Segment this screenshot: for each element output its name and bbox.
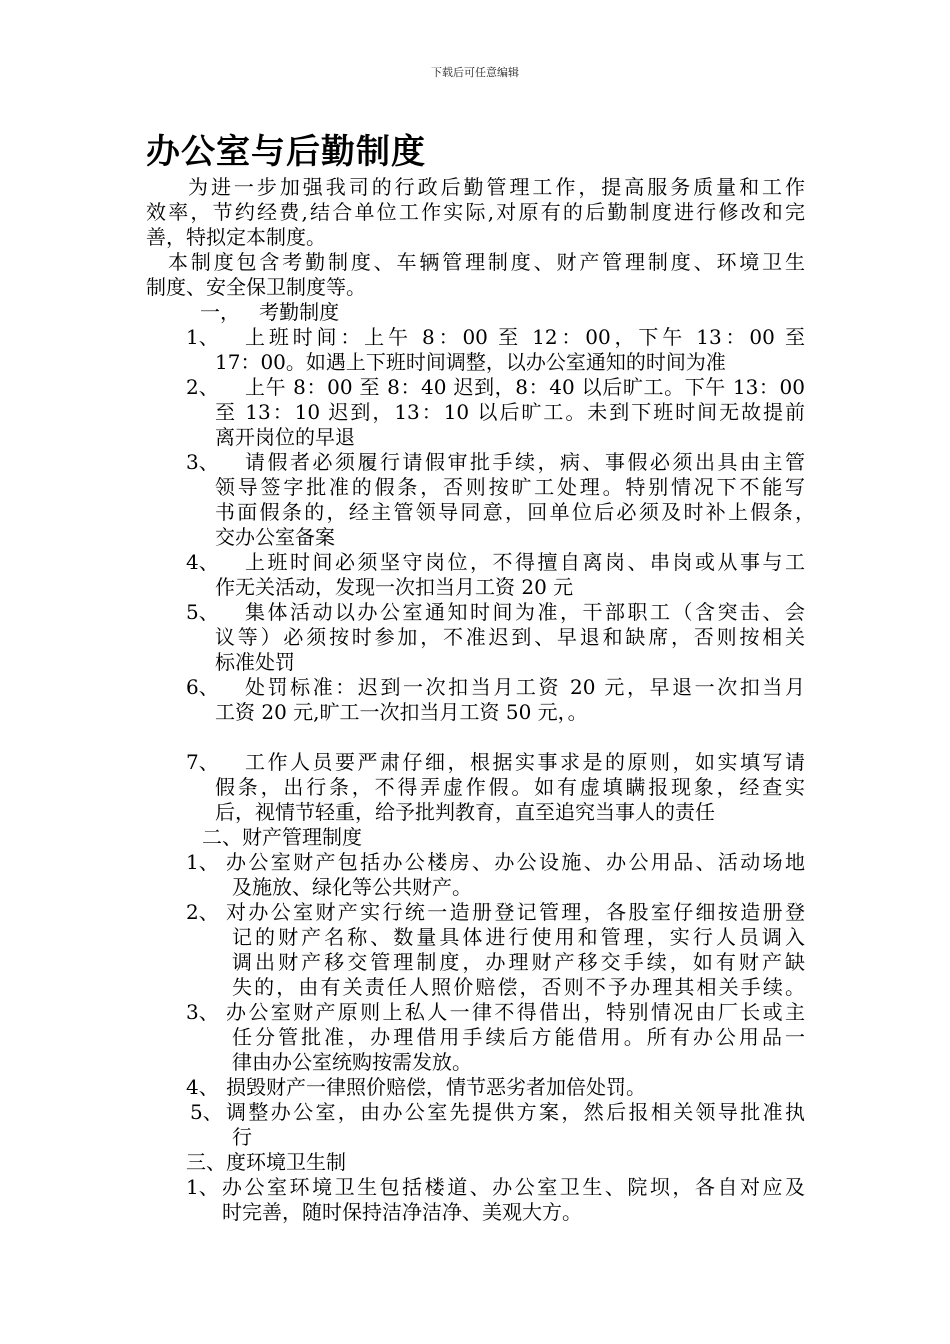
item-line: 对办公室财产实行统一造册登记管理，各股室仔细按造册登 (226, 900, 805, 924)
item-line: 损毁财产一律照价赔偿，情节恶劣者加倍处罚。 (226, 1075, 646, 1099)
item-line: 上班时间：上午 8：00 至 12：00，下午 13：00 至 (245, 325, 805, 349)
item-number: 1、 (186, 325, 219, 349)
section-heading-attendance: 一， 考勤制度 (200, 300, 340, 324)
item-line: 行 (232, 1125, 252, 1149)
item-line: 工资 20 元,旷工一次扣当月工资 50 元，。 (215, 700, 588, 724)
item-line: 上班时间必须坚守岗位，不得擅自离岗、串岗或从事与工 (245, 550, 805, 574)
item-line: 办公室环境卫生包括楼道、办公室卫生、院坝，各自对应及 (222, 1175, 805, 1199)
item-number: 2、 (186, 900, 219, 924)
section-heading-property: 二、财产管理制度 (202, 825, 362, 849)
item-line: 办公室财产原则上私人一律不得借出，特别情况由厂长或主 (226, 1000, 805, 1024)
item-line: 后，视情节轻重，给予批判教育，直至追究当事人的责任 (215, 800, 715, 824)
item-line: 律由办公室统购按需发放。 (232, 1050, 472, 1074)
item-line: 交办公室备案 (215, 525, 335, 549)
page-header: 下载后可任意编辑 (431, 66, 519, 79)
intro-line: 效率，节约经费,结合单位工作实际,对原有的后勤制度进行修改和完 (146, 200, 805, 224)
item-line: 任分管批准，办理借用手续后方能借用。所有办公用品一 (232, 1025, 805, 1049)
item-number: 3、 (186, 1000, 219, 1024)
item-line: 处罚标准：迟到一次扣当月工资 20 元，早退一次扣当月 (245, 675, 805, 699)
item-number: 4、 (186, 550, 219, 574)
item-number: 4、 (186, 1075, 219, 1099)
item-line: 及施放、绿化等公共财产。 (232, 875, 472, 899)
item-number: 2、 (186, 375, 219, 399)
item-line: 调整办公室，由办公室先提供方案，然后报相关领导批准执 (226, 1100, 805, 1124)
item-line: 标准处罚 (215, 650, 295, 674)
item-line: 请假者必须履行请假审批手续，病、事假必须出具由主管 (245, 450, 805, 474)
intro-line: 为进一步加强我司的行政后勤管理工作，提高服务质量和工作 (188, 175, 805, 199)
item-line: 办公室财产包括办公楼房、办公设施、办公用品、活动场地 (226, 850, 805, 874)
item-line: 记的财产名称、数量具体进行使用和管理，实行人员调入 (232, 925, 805, 949)
item-number: 5、 (190, 1100, 223, 1124)
item-number: 7、 (186, 750, 219, 774)
item-line: 作无关活动，发现一次扣当月工资 20 元 (215, 575, 574, 599)
intro-line: 制度、安全保卫制度等。 (146, 275, 366, 299)
item-line: 领导签字批准的假条，否则按旷工处理。特别情况下不能写 (215, 475, 805, 499)
item-number: 6、 (186, 675, 219, 699)
intro-line: 善，特拟定本制度。 (146, 225, 326, 249)
item-number: 3、 (186, 450, 219, 474)
intro-line: 本制度包含考勤制度、车辆管理制度、财产管理制度、环境卫生 (168, 250, 805, 274)
item-line: 假条，出行条，不得弄虚作假。如有虚填瞒报现象，经查实 (215, 775, 805, 799)
item-line: 工作人员要严肃仔细，根据实事求是的原则，如实填写请 (245, 750, 805, 774)
item-number: 1、 (186, 850, 219, 874)
item-line: 时完善，随时保持洁净洁净、美观大方。 (222, 1200, 582, 1224)
item-line: 17：00。如遇上下班时间调整，以办公室通知的时间为准 (215, 350, 726, 374)
section-heading-hygiene: 三、度环境卫生制 (186, 1150, 346, 1174)
item-line: 书面假条的，经主管领导同意，回单位后必须及时补上假条， (215, 500, 815, 524)
item-number: 1、 (186, 1175, 219, 1199)
page-title: 办公室与后勤制度 (146, 132, 426, 172)
item-line: 集体活动以办公室通知时间为准，干部职工（含突击、会 (245, 600, 805, 624)
item-line: 至 13：10 迟到，13：10 以后旷工。未到下班时间无故提前 (215, 400, 805, 424)
item-line: 失的，由有关责任人照价赔偿，否则不予办理其相关手续。 (232, 975, 805, 999)
item-line: 离开岗位的早退 (215, 425, 355, 449)
item-line: 调出财产移交管理制度，办理财产移交手续，如有财产缺 (232, 950, 805, 974)
item-line: 上午 8：00 至 8：40 迟到，8：40 以后旷工。下午 13：00 (245, 375, 805, 399)
item-line: 议等）必须按时参加，不准迟到、早退和缺席，否则按相关 (215, 625, 805, 649)
item-number: 5、 (186, 600, 219, 624)
